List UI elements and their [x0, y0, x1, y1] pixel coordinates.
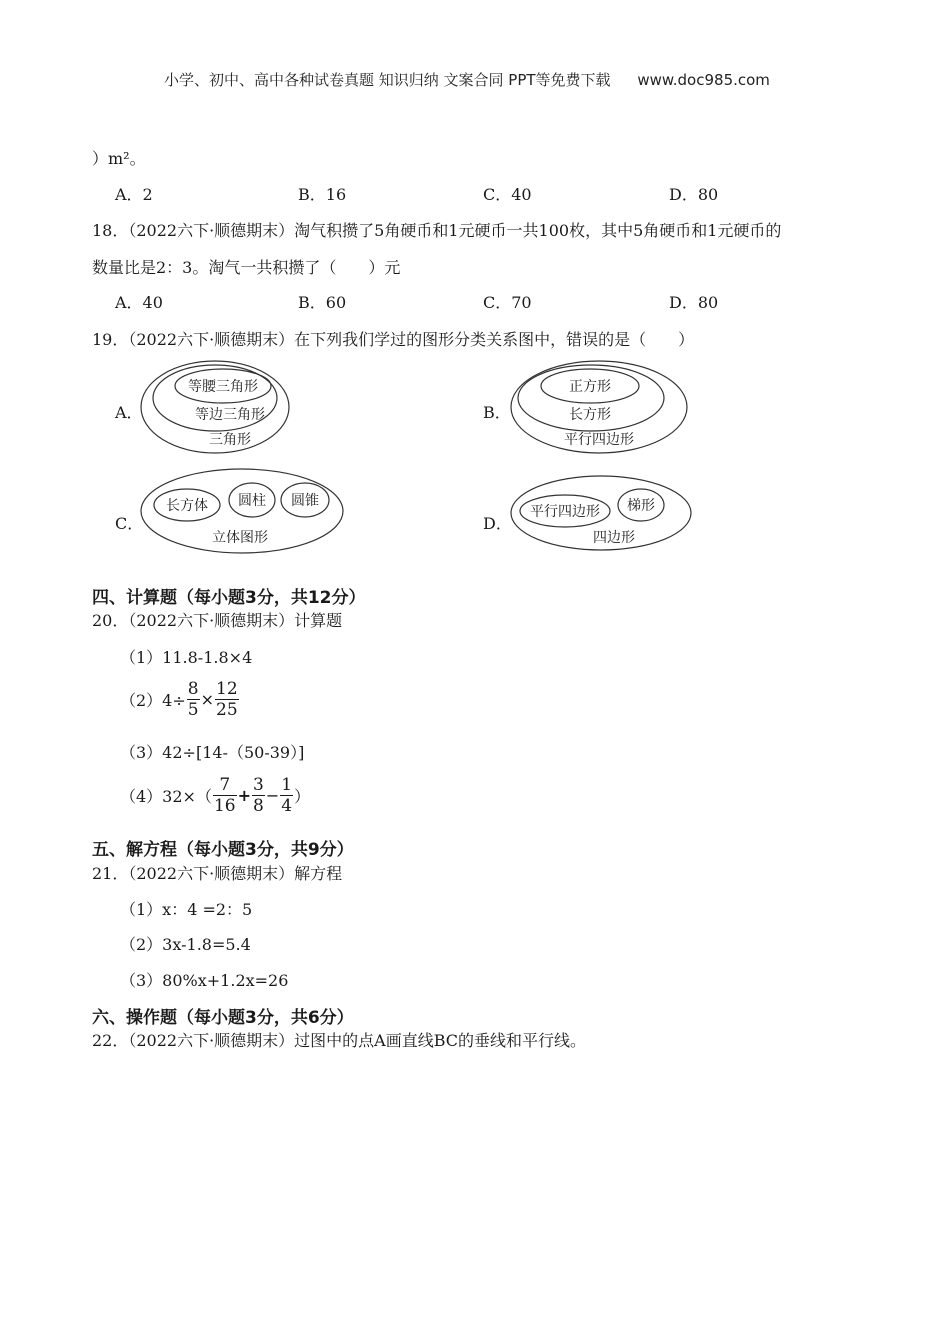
item-label-2: 梯形	[627, 498, 655, 514]
q17-tail: ）m²。	[92, 149, 146, 168]
q20-part3: （3）42÷[14-（50-39）]	[120, 743, 305, 762]
q17-option-a: A．2	[115, 185, 153, 204]
q19-diagram-d	[510, 475, 692, 557]
outer-label: 立体图形	[212, 530, 268, 546]
operator: +	[237, 786, 251, 805]
item-label-1: 长方体	[166, 498, 208, 514]
q18-stem-line2: 数量比是2：3。淘气一共积攒了（ ）元	[92, 258, 401, 277]
numerator: 12	[216, 679, 238, 699]
item-label-3: 圆锥	[291, 493, 319, 509]
middle-label: 长方形	[569, 407, 611, 423]
q21-stem: 21．（2022六下·顺德期末）解方程	[92, 864, 343, 883]
fraction	[252, 775, 265, 816]
q20-part4	[120, 775, 310, 816]
q19-option-a-label: A．	[115, 403, 143, 422]
header-url: www.doc985.com	[637, 71, 770, 89]
section-4-title: 四、计算题（每小题3分，共12分）	[92, 588, 366, 608]
q20-part1: （1）11.8-1.8×4	[120, 648, 253, 667]
inner-label: 等腰三角形	[188, 379, 258, 395]
q20-stem: 20．（2022六下·顺德期末）计算题	[92, 611, 343, 630]
operator: ×	[200, 690, 215, 709]
q21-part1: （1）x：4 =2：5	[120, 900, 253, 919]
q20-part4-suffix: ）	[294, 787, 311, 806]
fraction	[215, 679, 239, 720]
q19-diagram-a	[140, 360, 290, 459]
numerator: 1	[281, 775, 293, 795]
q17-option-b: B．16	[298, 185, 347, 204]
denominator: 16	[213, 796, 236, 816]
q19-diagram-c	[140, 468, 345, 560]
q19-option-b-label: B．	[483, 403, 511, 422]
numerator: 7	[213, 775, 237, 796]
q19-option-d-label: D．	[483, 514, 512, 533]
q18-option-c: C．70	[483, 293, 532, 312]
outer-label: 三角形	[209, 432, 251, 448]
q21-part2: （2）3x-1.8=5.4	[120, 935, 251, 954]
numerator: 8	[187, 679, 199, 699]
q21-part3: （3）80%x+1.2x=26	[120, 971, 289, 990]
q19-stem: 19．（2022六下·顺德期末）在下列我们学过的图形分类关系图中，错误的是（ ）	[92, 330, 695, 349]
q20-part4-prefix: （4）32×（	[120, 787, 212, 806]
header-text: 小学、初中、高中各种试卷真题 知识归纳 文案合同 PPT等免费下载	[164, 71, 611, 89]
q17-option-d: D．80	[669, 185, 719, 204]
q18-option-d: D．80	[669, 293, 719, 312]
item-label-1: 平行四边形	[530, 504, 600, 520]
middle-label: 等边三角形	[195, 407, 265, 423]
denominator: 4	[281, 796, 293, 816]
denominator: 25	[216, 700, 238, 720]
q20-part2	[120, 679, 240, 720]
denominator: 8	[253, 796, 264, 816]
outer-label: 四边形	[593, 530, 635, 546]
q18-option-a: A．40	[115, 293, 163, 312]
section-5-title: 五、解方程（每小题3分，共9分）	[92, 840, 354, 860]
fraction	[280, 775, 293, 816]
outer-label: 平行四边形	[564, 432, 634, 448]
operator: −	[265, 786, 280, 805]
q19-option-c-label: C．	[115, 514, 144, 533]
inner-label: 正方形	[569, 379, 611, 395]
q18-stem-line1: 18．（2022六下·顺德期末）淘气积攒了5角硬币和1元硬币一共100枚，其中5角硬币和1元硬币的	[92, 221, 782, 240]
section-6-title: 六、操作题（每小题3分，共6分）	[92, 1008, 354, 1028]
fraction	[187, 679, 200, 720]
item-label-2: 圆柱	[238, 493, 266, 509]
q18-option-b: B．60	[298, 293, 347, 312]
page-header	[164, 69, 770, 90]
q22-stem: 22．（2022六下·顺德期末）过图中的点A画直线BC的垂线和平行线。	[92, 1031, 587, 1050]
denominator: 5	[187, 700, 199, 720]
fraction	[213, 775, 237, 816]
q20-part2-prefix: （2）4÷	[120, 691, 186, 710]
numerator: 3	[253, 775, 264, 795]
q17-option-c: C．40	[483, 185, 532, 204]
q19-diagram-b	[510, 360, 688, 459]
